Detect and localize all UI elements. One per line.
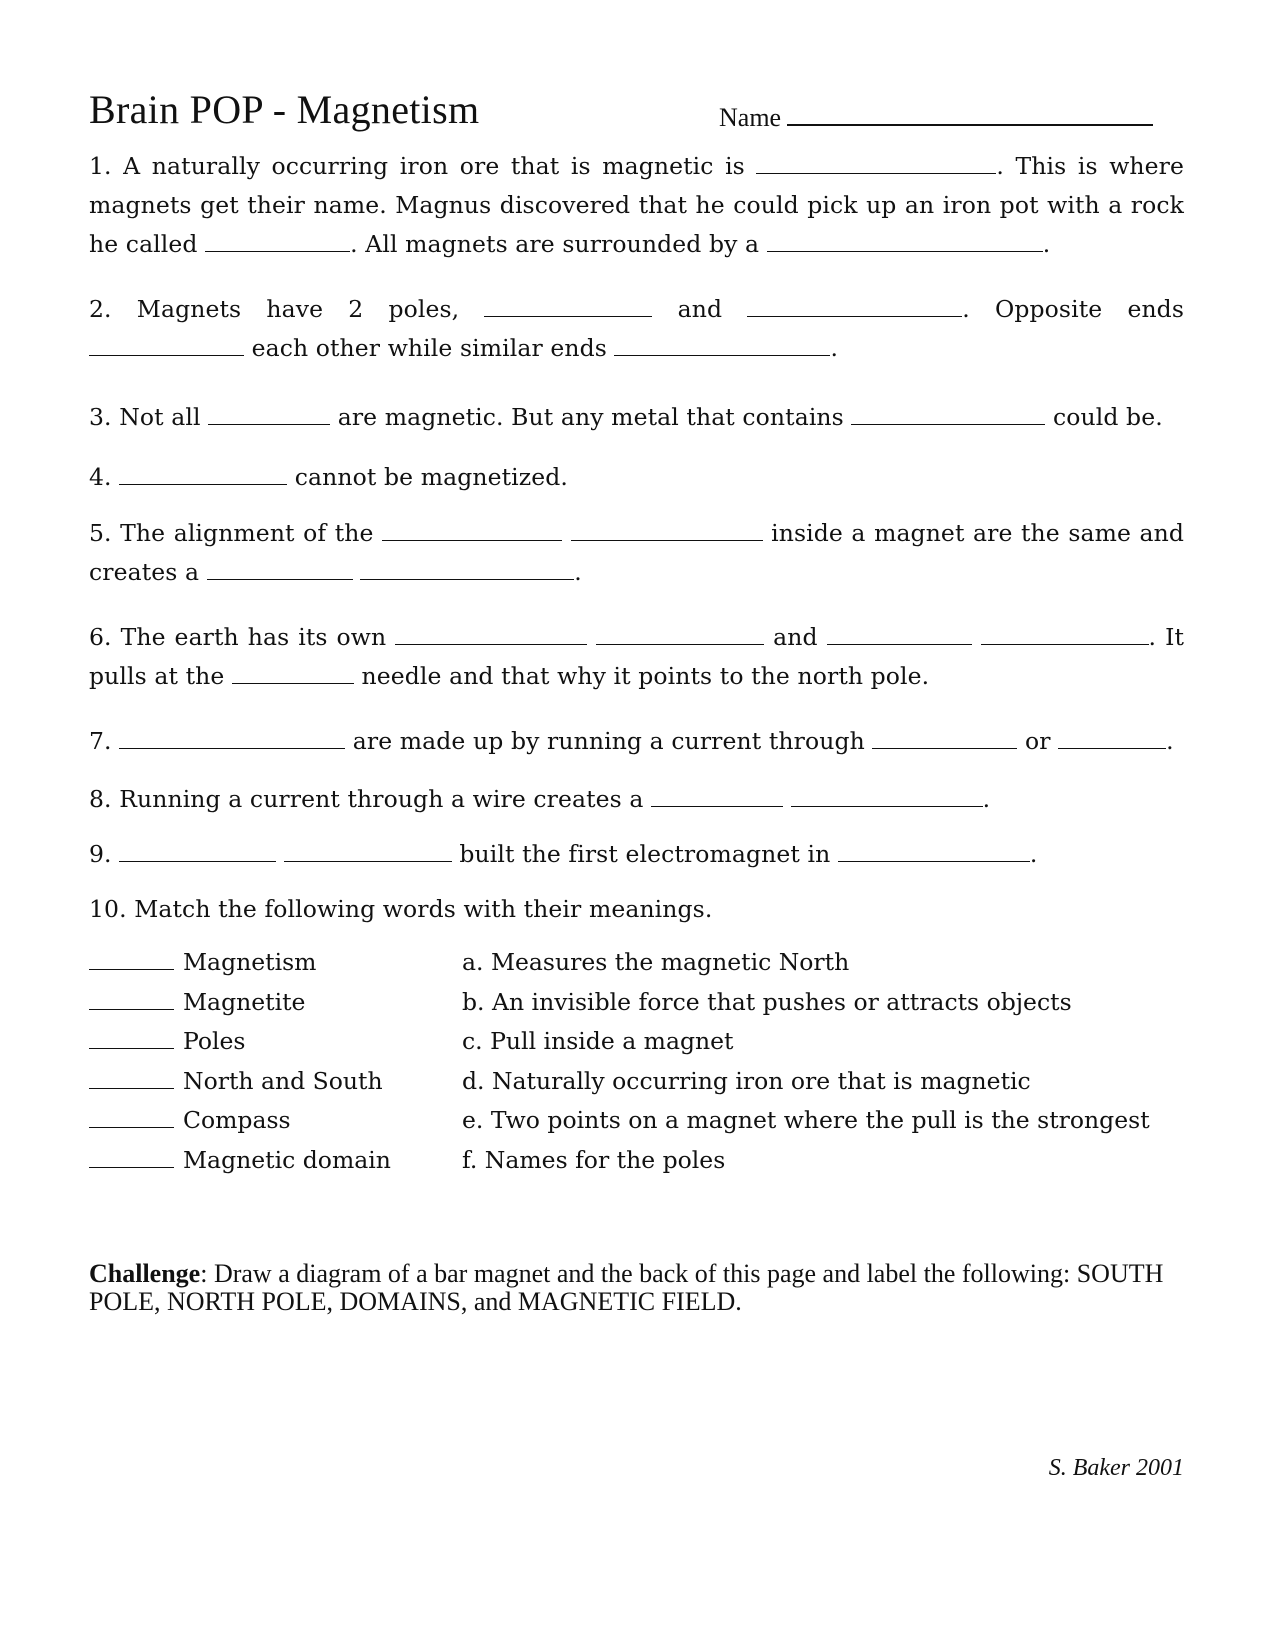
question-8 <box>89 780 1184 819</box>
match-term: Magnetism <box>183 948 317 976</box>
q9-text-b: built the first electromagnet in <box>451 840 838 868</box>
q5-text-c: . <box>574 558 582 586</box>
matching-row <box>89 943 1184 983</box>
q4-text-a: 4. <box>89 463 120 491</box>
q2-text-d: each other while similar ends <box>244 334 615 362</box>
question-6 <box>89 618 1184 696</box>
worksheet-header <box>89 80 1184 152</box>
q1-blank-3[interactable] <box>767 231 1043 252</box>
q10-text-a: 10. Match the following words with their meanings. <box>89 895 713 923</box>
q9-blank-1[interactable] <box>119 841 276 862</box>
match-term: Poles <box>183 1027 246 1055</box>
matching-row <box>89 1141 1184 1181</box>
q1-blank-2[interactable] <box>205 231 350 252</box>
match-definition: d. Naturally occurring iron ore that is magnetic <box>462 1066 1031 1095</box>
q7-text-a: 7. <box>89 727 120 755</box>
match-blank[interactable] <box>89 989 174 1010</box>
q2-blank-4[interactable] <box>614 335 830 356</box>
q6-text-c: . It pulls at the <box>89 623 1184 690</box>
q2-blank-3[interactable] <box>89 335 244 356</box>
match-blank[interactable] <box>89 1028 174 1049</box>
q9-text-c: . <box>1029 840 1038 868</box>
match-definition: b. An invisible force that pushes or attracts objects <box>462 987 1072 1016</box>
challenge-text <box>89 1260 1184 1316</box>
match-term: Compass <box>183 1106 291 1134</box>
q3-blank-1[interactable] <box>208 404 330 425</box>
name-field <box>719 100 1153 133</box>
q9-text-a: 9. <box>89 840 120 868</box>
name-blank[interactable] <box>787 100 1153 126</box>
question-9 <box>89 835 1184 874</box>
q7-text-b: are made up by running a current through <box>345 727 873 755</box>
q5-text-b: inside a magnet are the same and creates a <box>89 519 1185 586</box>
q1-text-c: . All magnets are surrounded by a <box>350 230 767 258</box>
q4-text-b: cannot be magnetized. <box>287 463 568 491</box>
match-definition: c. Pull inside a magnet <box>462 1027 734 1055</box>
worksheet-page <box>89 80 1185 1481</box>
q5-text-a: 5. The alignment of the <box>89 519 383 547</box>
challenge-label: Challenge <box>89 1259 201 1288</box>
question-10 <box>89 890 1184 929</box>
match-blank[interactable] <box>89 1068 174 1089</box>
question-7 <box>89 726 1184 756</box>
match-definition: f. Names for the poles <box>462 1145 726 1174</box>
question-4 <box>89 458 1184 497</box>
q6-blank-3[interactable] <box>827 624 972 645</box>
q7-blank-1[interactable] <box>119 728 345 749</box>
question-3 <box>89 402 1184 432</box>
q3-text-c: could be. <box>1045 403 1163 431</box>
match-term: Magnetic domain <box>183 1145 391 1174</box>
q4-blank-1[interactable] <box>119 464 287 485</box>
matching-section <box>89 943 1184 1180</box>
q6-blank-4[interactable] <box>981 624 1149 645</box>
q3-text-b: are magnetic. But any metal that contains <box>330 403 852 431</box>
name-label: Name <box>719 103 782 132</box>
q2-blank-2[interactable] <box>747 296 962 317</box>
q2-text-b: and <box>652 295 748 323</box>
question-1 <box>89 147 1184 264</box>
q9-blank-2[interactable] <box>284 841 452 862</box>
q6-text-a: 6. The earth has its own <box>89 623 396 651</box>
q5-blank-1[interactable] <box>382 520 562 541</box>
match-term: Magnetite <box>183 987 306 1016</box>
q6-blank-5[interactable] <box>232 663 354 684</box>
q8-blank-1[interactable] <box>651 786 783 807</box>
q6-text-b: and <box>764 623 827 651</box>
q7-blank-2[interactable] <box>872 728 1017 749</box>
match-term: North and South <box>183 1066 383 1095</box>
q6-text-d: needle and that why it points to the north pole. <box>353 662 930 690</box>
q2-text-a: 2. Magnets have 2 poles, <box>89 295 485 323</box>
match-definition: a. Measures the magnetic North <box>462 948 850 976</box>
page-title: Brain POP - Magnetism <box>89 87 480 132</box>
match-blank[interactable] <box>89 1107 174 1128</box>
q1-text-a: 1. A naturally occurring iron ore that is magnetic is <box>89 152 757 180</box>
q1-text-b: . This is where magnets get their name. Magnus discovered that he could pick up an iron pot with a rock he called <box>89 152 1185 258</box>
challenge-body: : Draw a diagram of a bar magnet and the back of this page and label the following: SOUTH POLE, NORTH POLE, DOMAINS, and MAGNETIC FIELD. <box>89 1259 1164 1316</box>
match-definition: e. Two points on a magnet where the pull is the strongest <box>462 1106 1150 1134</box>
q8-blank-2[interactable] <box>791 786 983 807</box>
author-credit: S. Baker 2001 <box>1048 1455 1184 1481</box>
q6-blank-2[interactable] <box>596 624 764 645</box>
q5-blank-2[interactable] <box>571 520 763 541</box>
match-blank[interactable] <box>89 949 174 970</box>
q9-blank-3[interactable] <box>838 841 1030 862</box>
q7-blank-3[interactable] <box>1058 728 1166 749</box>
q8-text-b: . <box>982 785 991 813</box>
q5-blank-4[interactable] <box>360 559 574 580</box>
q1-text-d: . <box>1042 230 1051 258</box>
match-blank[interactable] <box>89 1147 174 1168</box>
matching-row <box>89 1062 1184 1102</box>
q6-blank-1[interactable] <box>395 624 587 645</box>
q2-blank-1[interactable] <box>484 296 652 317</box>
q7-text-c: or <box>1017 727 1059 755</box>
q8-text-a: 8. Running a current through a wire creates a <box>89 785 652 813</box>
question-2 <box>89 290 1184 368</box>
q3-text-a: 3. Not all <box>89 403 209 431</box>
q1-blank-1[interactable] <box>756 153 996 174</box>
question-5 <box>89 514 1184 592</box>
q5-blank-3[interactable] <box>207 559 353 580</box>
q3-blank-2[interactable] <box>851 404 1045 425</box>
q7-text-d: . <box>1166 727 1174 755</box>
q2-text-e: . <box>830 334 839 362</box>
matching-row <box>89 983 1184 1023</box>
matching-row <box>89 1101 1184 1141</box>
matching-row <box>89 1022 1184 1062</box>
q2-text-c: . Opposite ends <box>962 295 1184 323</box>
